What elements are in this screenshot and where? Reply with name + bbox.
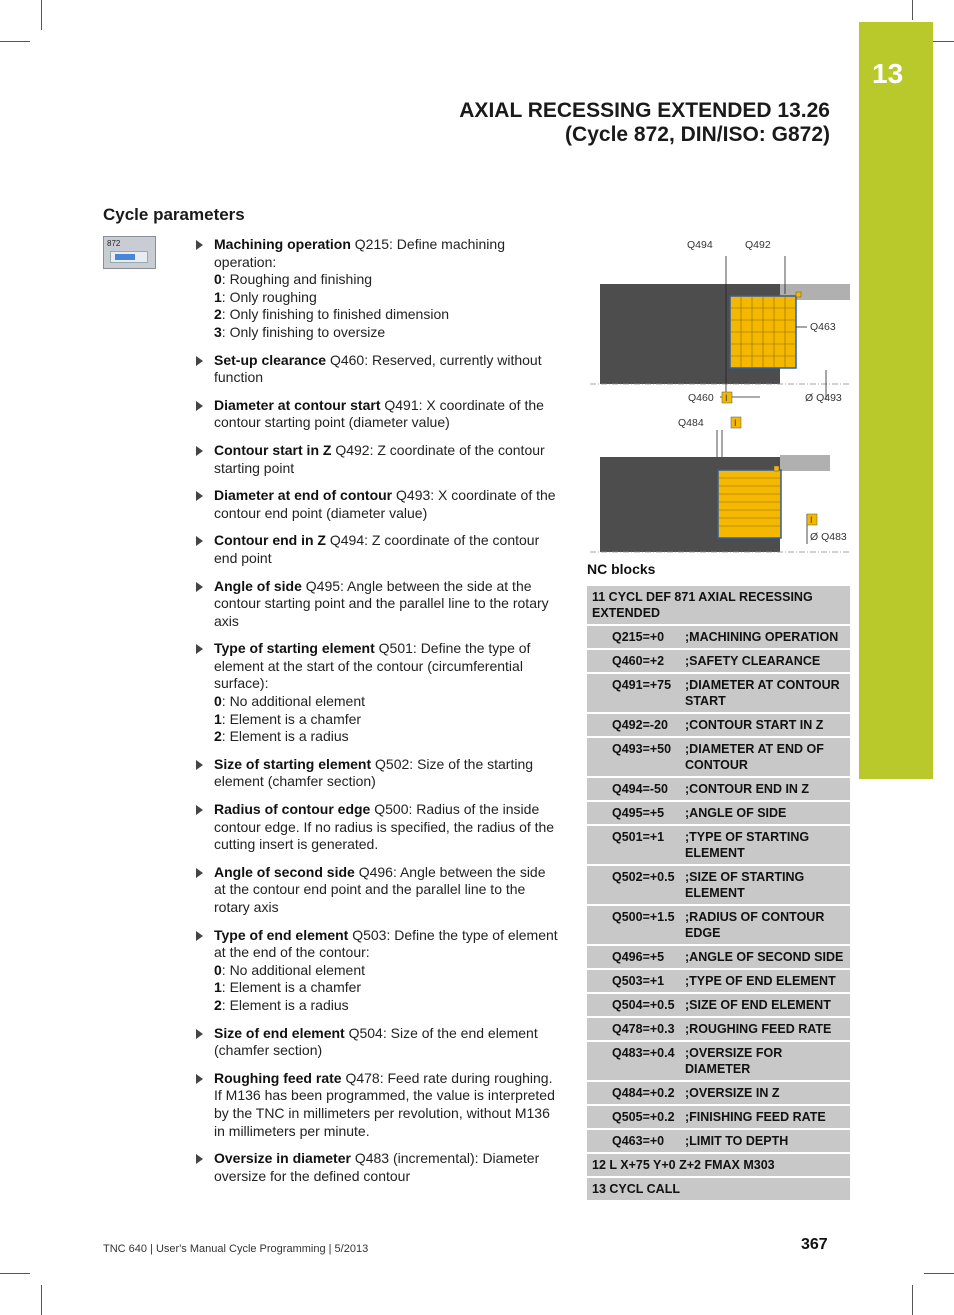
start-point-marker: [796, 292, 801, 297]
parameter-description: Q500: Radius of the inside contour edge. If no radius is specified, the radius of the cutting insert is generated.: [214, 801, 555, 853]
nc-param-value: Q215=+0: [612, 630, 665, 644]
bullet-triangle-icon: [196, 446, 203, 456]
parameter-description: Q503: Define the type of element at the end of the contour:: [214, 926, 558, 961]
option-label: : Element is a chamfer: [221, 710, 362, 727]
nc-param-comment: ;TYPE OF STARTING ELEMENT: [685, 830, 810, 860]
parameter-option: [214, 324, 561, 342]
option-value: 1: [214, 710, 222, 727]
label-q463: Q463: [810, 321, 836, 333]
nc-param-value: Q500=+1.5: [612, 910, 675, 924]
option-label: : Only roughing: [221, 288, 317, 305]
nc-block-row: [587, 802, 850, 826]
parameter-item: [196, 487, 561, 522]
parameter-item: [196, 864, 561, 917]
label-q494: Q494: [687, 239, 713, 251]
nc-param-value: Q483=+0.4: [612, 1046, 675, 1060]
nc-block-row: [587, 1178, 850, 1202]
marker-label: I: [725, 393, 728, 403]
label-q460: Q460: [688, 392, 714, 404]
parameter-name: Diameter at contour start: [214, 396, 381, 413]
parameter-item: [196, 397, 561, 432]
option-label: : No additional element: [221, 961, 365, 978]
crop-mark: [912, 0, 913, 20]
option-value: 1: [214, 288, 222, 305]
nc-param-value: Q484=+0.2: [612, 1086, 675, 1100]
nc-param-comment: ;ANGLE OF SIDE: [685, 806, 787, 820]
chapter-number: 13: [872, 58, 904, 89]
nc-block-row: [587, 1042, 850, 1082]
option-label: : Only finishing to oversize: [221, 323, 386, 340]
nc-block-row: [587, 778, 850, 802]
cycle-softkey-icon: [103, 236, 156, 269]
bullet-triangle-icon: [196, 805, 203, 815]
bullet-triangle-icon: [196, 1029, 203, 1039]
parameter-description: Q495: Angle between the side at the contour starting point and the parallel line to the rotary axis: [214, 577, 549, 629]
nc-block-row: [587, 650, 850, 674]
nc-param-value: Q503=+1: [612, 974, 665, 988]
nc-block-row: [587, 994, 850, 1018]
parameter-description: Q491: X coordinate of the contour starting point (diameter value): [214, 396, 544, 431]
nc-param-comment: ;OVERSIZE FOR DIAMETER: [685, 1046, 783, 1076]
parameter-name: Type of end element: [214, 926, 349, 943]
option-value: 3: [214, 323, 222, 340]
nc-param-comment: ;TYPE OF END ELEMENT: [685, 974, 836, 988]
nc-param-value: Q463=+0: [612, 1134, 665, 1148]
parameter-description: Q493: X coordinate of the contour end point (diameter value): [214, 487, 556, 521]
nc-param-value: Q502=+0.5: [612, 870, 675, 884]
page-header-subtitle: (Cycle 872, DIN/ISO: G872): [565, 123, 830, 146]
finishing-area-lower: [718, 470, 781, 538]
crop-mark: [0, 41, 30, 42]
nc-block-row: [587, 906, 850, 946]
nc-param-value: Q505=+0.2: [612, 1110, 675, 1124]
parameter-item: [196, 927, 561, 1015]
nc-param-comment: ;ROUGHING FEED RATE: [685, 1022, 832, 1036]
option-value: 2: [214, 996, 222, 1013]
marker-label: I: [734, 418, 737, 428]
nc-block-row: [587, 714, 850, 738]
nc-block-row: [587, 970, 850, 994]
nc-block-text: 13 CYCL CALL: [592, 1182, 680, 1196]
bullet-triangle-icon: [196, 868, 203, 878]
parameter-item: [196, 442, 561, 477]
bullet-triangle-icon: [196, 644, 203, 654]
softkey-label: 872: [107, 239, 121, 248]
nc-param-value: Q492=-20: [612, 718, 668, 732]
parameter-option: [214, 289, 561, 307]
nc-block-row: [587, 1018, 850, 1042]
page-number: 367: [801, 1236, 828, 1253]
label-q493: Ø Q493: [805, 392, 842, 404]
start-point-marker: [774, 466, 779, 471]
nc-param-value: Q504=+0.5: [612, 998, 675, 1012]
parameter-item: [196, 640, 561, 746]
parameter-item: [196, 1070, 561, 1140]
nc-param-comment: ;CONTOUR START IN Z: [685, 718, 824, 732]
nc-block-row: [587, 1130, 850, 1154]
bullet-triangle-icon: [196, 491, 203, 501]
nc-block-row: [587, 826, 850, 866]
crop-mark: [912, 1285, 913, 1315]
option-label: : No additional element: [221, 693, 365, 710]
parameter-name: Contour end in Z: [214, 532, 326, 549]
option-value: 1: [214, 979, 222, 996]
parameter-name: Roughing feed rate: [214, 1069, 342, 1086]
nc-block-row: [587, 738, 850, 778]
option-value: 0: [214, 271, 222, 288]
parameter-description: Q492: Z coordinate of the contour starting point: [214, 441, 545, 476]
nc-blocks-title: NC blocks: [587, 561, 656, 577]
parameter-description: Q504: Size of the end element (chamfer section): [214, 1024, 538, 1059]
parameter-name: Size of starting element: [214, 755, 372, 772]
parameter-option: [214, 306, 561, 324]
nc-param-value: Q501=+1: [612, 830, 665, 844]
option-label: : Element is a chamfer: [221, 979, 362, 996]
parameter-option: [214, 271, 561, 289]
nc-block-text: 12 L X+75 Y+0 Z+2 FMAX M303: [592, 1158, 775, 1172]
parameter-description: Q496: Angle between the side at the contour end point and the parallel line to the rotary axis: [214, 863, 546, 915]
option-label: : Only finishing to finished dimension: [221, 306, 450, 323]
parameter-option: [214, 997, 561, 1015]
nc-param-value: Q460=+2: [612, 654, 665, 668]
nc-param-comment: ;SIZE OF STARTING ELEMENT: [685, 870, 805, 900]
nc-blocks-table: [587, 586, 850, 1202]
bullet-triangle-icon: [196, 536, 203, 546]
parameter-name: Size of end element: [214, 1024, 345, 1041]
parameter-list: [196, 236, 561, 1195]
option-label: : Element is a radius: [221, 996, 349, 1013]
parameter-description: Q478: Feed rate during roughing. If M136 has been programmed, the value is interpreted by the TNC in millimeters per revolution, without M136 in millimeters per minute.: [214, 1069, 555, 1139]
marker-label: I: [810, 515, 813, 525]
nc-param-comment: ;CONTOUR END IN Z: [685, 782, 810, 796]
label-q492: Q492: [745, 239, 771, 251]
option-value: 2: [214, 728, 222, 745]
parameter-item: [196, 801, 561, 854]
crop-mark: [924, 1273, 954, 1274]
chapter-tab: [859, 22, 933, 779]
nc-param-comment: ;RADIUS OF CONTOUR EDGE: [685, 910, 825, 940]
nc-param-comment: ;LIMIT TO DEPTH: [685, 1134, 789, 1148]
nc-param-comment: ;OVERSIZE IN Z: [685, 1086, 780, 1100]
nc-block-row: [587, 1154, 850, 1178]
nc-param-comment: ;ANGLE OF SECOND SIDE: [685, 950, 844, 964]
nc-param-comment: ;SAFETY CLEARANCE: [685, 654, 821, 668]
section-title: Cycle parameters: [103, 205, 245, 224]
parameter-item: [196, 352, 561, 387]
crop-mark: [0, 1273, 30, 1274]
nc-param-comment: ;DIAMETER AT END OF CONTOUR: [685, 742, 824, 772]
parameter-name: Angle of side: [214, 577, 302, 594]
nc-param-comment: ;SIZE OF END ELEMENT: [685, 998, 831, 1012]
option-value: 0: [214, 961, 222, 978]
nc-param-comment: ;FINISHING FEED RATE: [685, 1110, 826, 1124]
bullet-triangle-icon: [196, 931, 203, 941]
parameter-description: Q215: Define machining operation:: [214, 236, 505, 270]
parameter-option: [214, 693, 561, 711]
bullet-triangle-icon: [196, 760, 203, 770]
parameter-name: Type of starting element: [214, 640, 375, 657]
parameter-option: [214, 962, 561, 980]
parameter-description: Q460: Reserved, currently without function: [214, 351, 542, 386]
bullet-triangle-icon: [196, 1154, 203, 1164]
nc-param-comment: ;DIAMETER AT CONTOUR START: [685, 678, 840, 708]
workpiece-lower-right: [780, 455, 830, 471]
option-label: : Roughing and finishing: [221, 271, 373, 288]
bullet-triangle-icon: [196, 582, 203, 592]
parameter-item: [196, 236, 561, 342]
crop-mark: [41, 1285, 42, 1315]
nc-block-row: [587, 866, 850, 906]
parameter-option: [214, 979, 561, 997]
parameter-name: Set-up clearance: [214, 351, 327, 368]
parameter-item: [196, 532, 561, 567]
nc-block-row: [587, 586, 850, 626]
page-header-title: AXIAL RECESSING EXTENDED 13.26: [459, 99, 830, 122]
nc-param-value: Q478=+0.3: [612, 1022, 675, 1036]
parameter-name: Diameter at end of contour: [214, 487, 393, 504]
label-q484: Q484: [678, 417, 704, 429]
nc-param-value: Q494=-50: [612, 782, 668, 796]
bullet-triangle-icon: [196, 240, 203, 250]
cycle-figure: [585, 232, 855, 557]
parameter-item: [196, 1025, 561, 1060]
nc-param-value: Q496=+5: [612, 950, 665, 964]
nc-block-row: [587, 674, 850, 714]
nc-block-row: [587, 1082, 850, 1106]
nc-param-value: Q493=+50: [612, 742, 672, 756]
option-value: 0: [214, 693, 222, 710]
parameter-item: [196, 756, 561, 791]
parameter-description: Q501: Define the type of element at the start of the contour (circumferential surface):: [214, 640, 531, 692]
bullet-triangle-icon: [196, 356, 203, 366]
bullet-triangle-icon: [196, 1074, 203, 1084]
nc-block-row: [587, 1106, 850, 1130]
option-label: : Element is a radius: [221, 728, 349, 745]
parameter-name: Angle of second side: [214, 863, 355, 880]
parameter-option: [214, 711, 561, 729]
nc-block-row: [587, 626, 850, 650]
nc-param-comment: ;MACHINING OPERATION: [685, 630, 839, 644]
parameter-description: Q494: Z coordinate of the contour end point: [214, 532, 540, 566]
label-q483: Ø Q483: [810, 531, 847, 543]
parameter-name: Contour start in Z: [214, 441, 332, 458]
parameter-option: [214, 728, 561, 746]
parameter-name: Machining operation: [214, 236, 351, 252]
parameter-item: [196, 1150, 561, 1185]
parameter-name: Radius of contour edge: [214, 801, 371, 818]
nc-block-text: 11 CYCL DEF 871 AXIAL RECESSING EXTENDED: [592, 590, 813, 620]
option-value: 2: [214, 306, 222, 323]
nc-param-value: Q495=+5: [612, 806, 665, 820]
bullet-triangle-icon: [196, 401, 203, 411]
parameter-description: Q502: Size of the starting element (chamfer section): [214, 755, 534, 790]
softkey-graphic: [110, 251, 148, 263]
parameter-name: Oversize in diameter: [214, 1150, 351, 1167]
parameter-item: [196, 578, 561, 631]
parameter-description: Q483 (incremental): Diameter oversize for the defined contour: [214, 1150, 540, 1184]
nc-block-row: [587, 946, 850, 970]
crop-mark: [41, 0, 42, 30]
footer-text: TNC 640 | User's Manual Cycle Programming | 5/2013: [103, 1243, 369, 1255]
nc-param-value: Q491=+75: [612, 678, 672, 692]
